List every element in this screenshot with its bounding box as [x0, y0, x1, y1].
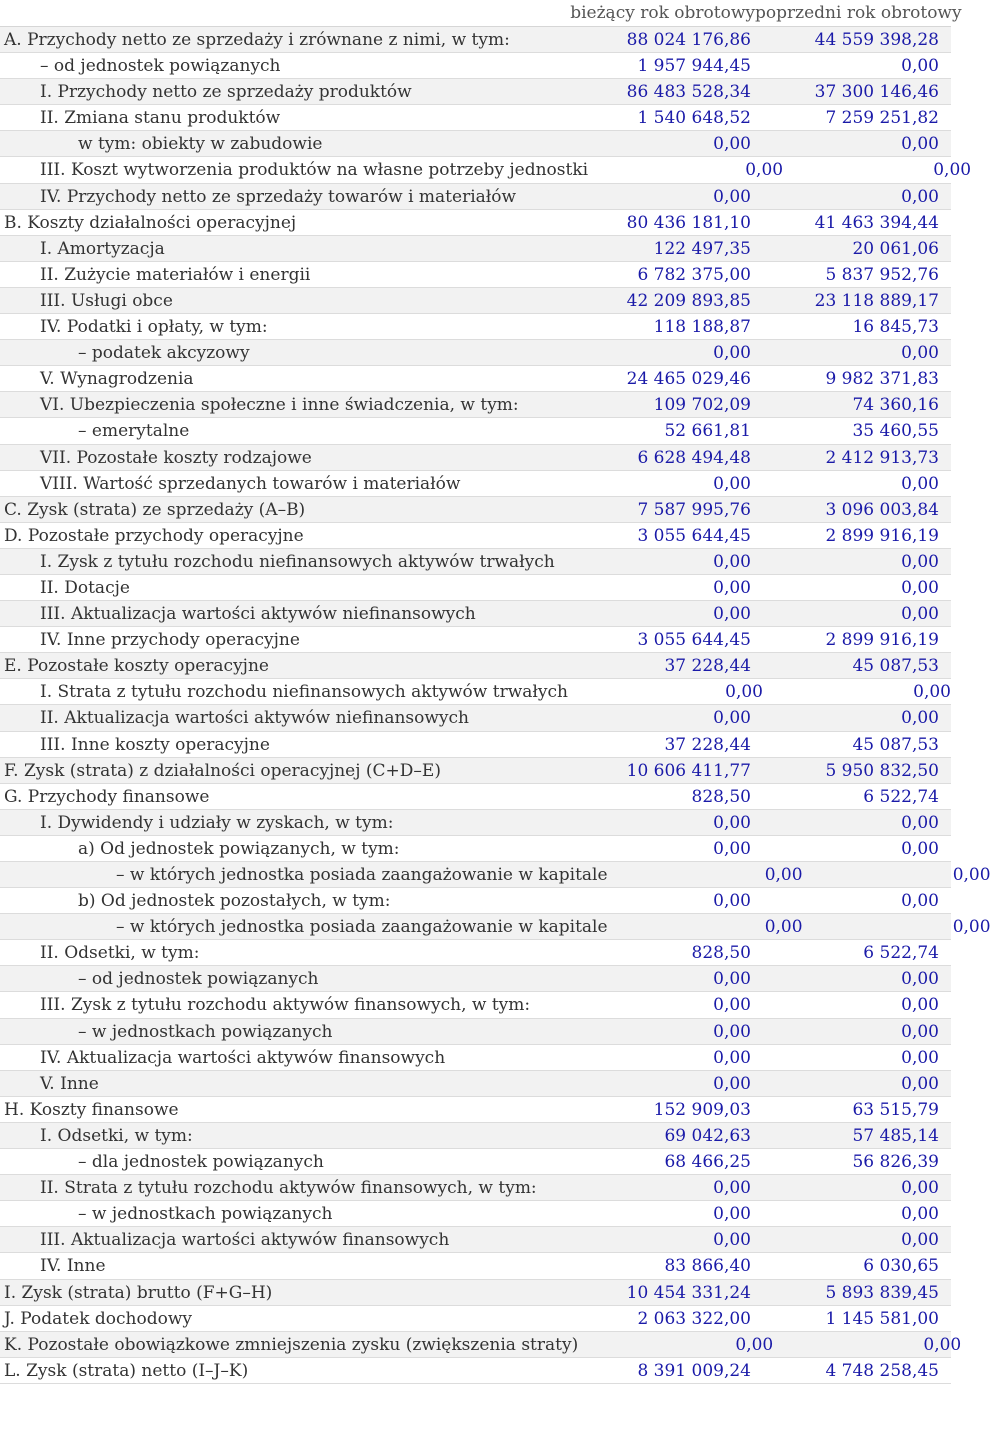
value-current-year: 0,00 [764, 917, 803, 938]
value-previous-year: 3 096 003,84 [825, 499, 939, 520]
table-row [0, 1332, 962, 1358]
value-previous-year: 45 087,53 [852, 656, 939, 677]
value-current-year: 86 483 528,34 [626, 82, 751, 103]
table-row [0, 653, 951, 679]
value-current-year: 69 042,63 [664, 1125, 751, 1146]
row-label: L. Zysk (strata) netto (I–J–K) [4, 1360, 249, 1381]
value-current-year: 1 957 944,45 [637, 56, 751, 77]
table-row [0, 340, 951, 366]
table-row [0, 627, 951, 653]
value-current-year: 0,00 [713, 134, 751, 155]
value-previous-year: 0,00 [901, 551, 939, 572]
value-previous-year: 44 559 398,28 [814, 30, 939, 50]
value-current-year: 0,00 [764, 865, 803, 885]
value-current-year: 828,50 [691, 943, 751, 964]
value-current-year: 0,00 [745, 160, 784, 181]
row-label: I. Zysk (strata) brutto (F+G–H) [4, 1282, 273, 1303]
value-current-year: 0,00 [713, 1073, 751, 1094]
row-label: I. Strata z tytułu rozchodu niefinansowych aktywów trwałych [40, 682, 568, 703]
row-label: C. Zysk (strata) ze sprzedaży (A–B) [4, 499, 306, 520]
table-row [0, 888, 951, 914]
row-label: IV. Inne przychody operacyjne [40, 630, 300, 651]
table-row [0, 53, 951, 79]
table-header [0, 0, 962, 27]
row-label: K. Pozostałe obowiązkowe zmniejszenia zysku (zwiększenia straty) [4, 1334, 579, 1355]
table-row [0, 966, 951, 992]
value-current-year: 0,00 [725, 682, 763, 703]
row-label: G. Przychody finansowe [4, 786, 210, 807]
value-current-year: 109 702,09 [653, 395, 751, 416]
row-label: w tym: obiekty w zabudowie [78, 134, 323, 155]
row-label: III. Koszt wytworzenia produktów na własne potrzeby jednostki [40, 160, 589, 181]
table-row [0, 471, 951, 497]
table-row [0, 1019, 951, 1045]
column-header-previous-year: poprzedni rok obrotowy [755, 3, 962, 23]
table-row [0, 1097, 951, 1123]
value-previous-year: 0,00 [901, 343, 939, 364]
value-current-year: 0,00 [713, 995, 751, 1016]
table-row [0, 366, 951, 392]
value-previous-year: 0,00 [952, 865, 991, 885]
value-previous-year: 0,00 [901, 969, 939, 990]
value-current-year: 52 661,81 [664, 421, 751, 442]
value-current-year: 37 228,44 [664, 656, 751, 677]
value-previous-year: 0,00 [901, 56, 939, 77]
row-label: I. Odsetki, w tym: [40, 1125, 193, 1146]
row-label: II. Zużycie materiałów i energii [40, 264, 311, 285]
row-label: II. Strata z tytułu rozchodu aktywów finansowych, w tym: [40, 1178, 537, 1199]
value-previous-year: 5 893 839,45 [825, 1282, 939, 1303]
value-current-year: 0,00 [713, 1204, 751, 1225]
value-previous-year: 0,00 [913, 682, 951, 703]
value-current-year: 68 466,25 [664, 1152, 751, 1173]
table-row [0, 1071, 951, 1097]
table-row [0, 288, 951, 314]
row-label: III. Zysk z tytułu rozchodu aktywów finansowych, w tym: [40, 995, 531, 1016]
value-current-year: 2 063 322,00 [637, 1308, 751, 1329]
value-previous-year: 0,00 [901, 1178, 939, 1199]
value-current-year: 0,00 [713, 708, 751, 729]
value-current-year: 0,00 [713, 838, 751, 859]
value-previous-year: 7 259 251,82 [825, 108, 939, 129]
row-label: B. Koszty działalności operacyjnej [4, 212, 297, 233]
value-previous-year: 45 087,53 [852, 734, 939, 755]
table-row [0, 1227, 951, 1253]
table-row [0, 810, 951, 836]
table-row [0, 105, 951, 131]
value-previous-year: 37 300 146,46 [814, 82, 939, 103]
table-row [0, 1280, 951, 1306]
row-label: E. Pozostałe koszty operacyjne [4, 656, 269, 677]
value-previous-year: 0,00 [901, 1073, 939, 1094]
value-previous-year: 0,00 [901, 186, 939, 207]
row-label: F. Zysk (strata) z działalności operacyjnej (C+D–E) [4, 760, 441, 781]
table-row [0, 1045, 951, 1071]
value-previous-year: 2 899 916,19 [825, 525, 939, 546]
value-previous-year: 0,00 [901, 604, 939, 625]
value-previous-year: 1 145 581,00 [825, 1308, 939, 1329]
row-label: a) Od jednostek powiązanych, w tym: [78, 838, 400, 859]
value-previous-year: 0,00 [901, 708, 939, 729]
value-previous-year: 0,00 [901, 812, 939, 833]
value-current-year: 7 587 995,76 [637, 499, 751, 520]
row-label: – emerytalne [78, 421, 190, 442]
value-previous-year: 0,00 [901, 891, 939, 912]
row-label: – w jednostkach powiązanych [78, 1021, 333, 1042]
value-current-year: 152 909,03 [653, 1099, 751, 1120]
value-previous-year: 0,00 [901, 134, 939, 155]
row-label: – od jednostek powiązanych [40, 56, 281, 77]
row-label: II. Zmiana stanu produktów [40, 108, 281, 129]
value-previous-year: 41 463 394,44 [814, 212, 939, 233]
table-row [0, 445, 951, 471]
financial-statement-table [0, 27, 991, 1384]
value-current-year: 42 209 893,85 [626, 290, 751, 311]
row-label: II. Odsetki, w tym: [40, 943, 200, 964]
value-previous-year: 5 950 832,50 [825, 760, 939, 781]
column-header-current-year: bieżący rok obrotowy [570, 3, 755, 23]
value-current-year: 0,00 [713, 551, 751, 572]
value-current-year: 1 540 648,52 [637, 108, 751, 129]
table-row [0, 575, 951, 601]
value-previous-year: 23 118 889,17 [814, 290, 939, 311]
value-current-year: 0,00 [713, 1230, 751, 1251]
row-label: I. Przychody netto ze sprzedaży produktów [40, 82, 412, 103]
row-label: VII. Pozostałe koszty rodzajowe [40, 447, 312, 468]
value-current-year: 0,00 [713, 1021, 751, 1042]
value-previous-year: 56 826,39 [852, 1152, 939, 1173]
value-current-year: 6 782 375,00 [637, 264, 751, 285]
value-previous-year: 0,00 [933, 160, 972, 181]
row-label: – w jednostkach powiązanych [78, 1204, 333, 1225]
value-previous-year: 35 460,55 [852, 421, 939, 442]
table-row [0, 131, 951, 157]
value-current-year: 0,00 [735, 1334, 774, 1355]
table-row [0, 314, 951, 340]
value-previous-year: 20 061,06 [852, 238, 939, 259]
value-previous-year: 0,00 [901, 1047, 939, 1068]
row-label: A. Przychody netto ze sprzedaży i zrównane z nimi, w tym: [4, 30, 510, 50]
row-label: b) Od jednostek pozostałych, w tym: [78, 891, 391, 912]
value-previous-year: 0,00 [901, 473, 939, 494]
value-current-year: 0,00 [713, 577, 751, 598]
row-label: – od jednostek powiązanych [78, 969, 319, 990]
value-previous-year: 9 982 371,83 [825, 369, 939, 390]
value-previous-year: 5 837 952,76 [825, 264, 939, 285]
value-current-year: 0,00 [713, 1178, 751, 1199]
row-label: D. Pozostałe przychody operacyjne [4, 525, 304, 546]
row-label: H. Koszty finansowe [4, 1099, 179, 1120]
value-current-year: 10 454 331,24 [626, 1282, 751, 1303]
table-row [0, 862, 991, 888]
row-label: IV. Przychody netto ze sprzedaży towarów i materiałów [40, 186, 517, 207]
value-previous-year: 6 522,74 [863, 786, 939, 807]
row-label: II. Aktualizacja wartości aktywów niefinansowych [40, 708, 470, 729]
table-row [0, 836, 951, 862]
value-current-year: 0,00 [713, 343, 751, 364]
row-label: IV. Inne [40, 1256, 106, 1277]
table-row [0, 914, 991, 940]
row-label: V. Inne [40, 1073, 99, 1094]
row-label: I. Dywidendy i udziały w zyskach, w tym: [40, 812, 394, 833]
row-label: I. Amortyzacja [40, 238, 165, 259]
value-previous-year: 0,00 [952, 917, 991, 938]
value-previous-year: 74 360,16 [852, 395, 939, 416]
value-current-year: 88 024 176,86 [626, 30, 751, 50]
row-label: – w których jednostka posiada zaangażowanie w kapitale [116, 865, 608, 885]
value-previous-year: 0,00 [923, 1334, 962, 1355]
value-previous-year: 0,00 [901, 1204, 939, 1225]
value-current-year: 118 188,87 [653, 317, 751, 338]
table-row [0, 27, 951, 53]
table-row [0, 1253, 951, 1279]
value-current-year: 37 228,44 [664, 734, 751, 755]
value-current-year: 10 606 411,77 [626, 760, 751, 781]
row-label: II. Dotacje [40, 577, 130, 598]
table-row [0, 262, 951, 288]
value-current-year: 24 465 029,46 [626, 369, 751, 390]
value-previous-year: 0,00 [901, 577, 939, 598]
row-label: IV. Podatki i opłaty, w tym: [40, 317, 268, 338]
row-label: VI. Ubezpieczenia społeczne i inne świadczenia, w tym: [40, 395, 519, 416]
table-row [0, 1201, 951, 1227]
row-label: V. Wynagrodzenia [40, 369, 194, 390]
table-row [0, 732, 951, 758]
table-row [0, 523, 951, 549]
table-row [0, 705, 951, 731]
value-previous-year: 6 522,74 [863, 943, 939, 964]
value-current-year: 0,00 [713, 604, 751, 625]
row-label: – podatek akcyzowy [78, 343, 250, 364]
value-current-year: 122 497,35 [653, 238, 751, 259]
table-row [0, 184, 951, 210]
value-current-year: 0,00 [713, 812, 751, 833]
row-label: III. Usługi obce [40, 290, 173, 311]
value-current-year: 80 436 181,10 [626, 212, 751, 233]
row-label: – w których jednostka posiada zaangażowanie w kapitale [116, 917, 608, 938]
value-previous-year: 0,00 [901, 995, 939, 1016]
table-row [0, 236, 951, 262]
value-current-year: 0,00 [713, 473, 751, 494]
value-current-year: 6 628 494,48 [637, 447, 751, 468]
row-label: IV. Aktualizacja wartości aktywów finansowych [40, 1047, 446, 1068]
table-row [0, 497, 951, 523]
table-row [0, 1123, 951, 1149]
value-current-year: 0,00 [713, 969, 751, 990]
value-current-year: 0,00 [713, 186, 751, 207]
value-current-year: 0,00 [713, 891, 751, 912]
value-current-year: 3 055 644,45 [637, 525, 751, 546]
value-current-year: 3 055 644,45 [637, 630, 751, 651]
value-previous-year: 2 412 913,73 [825, 447, 939, 468]
table-row [0, 392, 951, 418]
value-previous-year: 0,00 [901, 1021, 939, 1042]
value-current-year: 83 866,40 [664, 1256, 751, 1277]
table-row [0, 758, 951, 784]
table-row [0, 784, 951, 810]
value-current-year: 0,00 [713, 1047, 751, 1068]
table-row [0, 679, 951, 705]
value-previous-year: 0,00 [901, 838, 939, 859]
value-previous-year: 16 845,73 [852, 317, 939, 338]
row-label: III. Aktualizacja wartości aktywów niefinansowych [40, 604, 476, 625]
table-row [0, 601, 951, 627]
value-previous-year: 6 030,65 [863, 1256, 939, 1277]
value-previous-year: 63 515,79 [852, 1099, 939, 1120]
value-previous-year: 0,00 [901, 1230, 939, 1251]
row-label: – dla jednostek powiązanych [78, 1152, 324, 1173]
row-label: VIII. Wartość sprzedanych towarów i materiałów [40, 473, 461, 494]
value-current-year: 8 391 009,24 [637, 1360, 751, 1381]
table-row [0, 79, 951, 105]
table-row [0, 1358, 951, 1384]
row-label: III. Aktualizacja wartości aktywów finansowych [40, 1230, 450, 1251]
value-previous-year: 2 899 916,19 [825, 630, 939, 651]
table-row [0, 210, 951, 236]
value-current-year: 828,50 [691, 786, 751, 807]
table-row [0, 1175, 951, 1201]
table-row [0, 418, 951, 444]
row-label: J. Podatek dochodowy [4, 1308, 192, 1329]
table-row [0, 549, 951, 575]
value-previous-year: 4 748 258,45 [825, 1360, 939, 1381]
table-row [0, 157, 972, 183]
table-row [0, 1306, 951, 1332]
row-label: I. Zysk z tytułu rozchodu niefinansowych aktywów trwałych [40, 551, 555, 572]
row-label: III. Inne koszty operacyjne [40, 734, 270, 755]
value-previous-year: 57 485,14 [852, 1125, 939, 1146]
table-row [0, 992, 951, 1018]
table-row [0, 1149, 951, 1175]
table-row [0, 940, 951, 966]
